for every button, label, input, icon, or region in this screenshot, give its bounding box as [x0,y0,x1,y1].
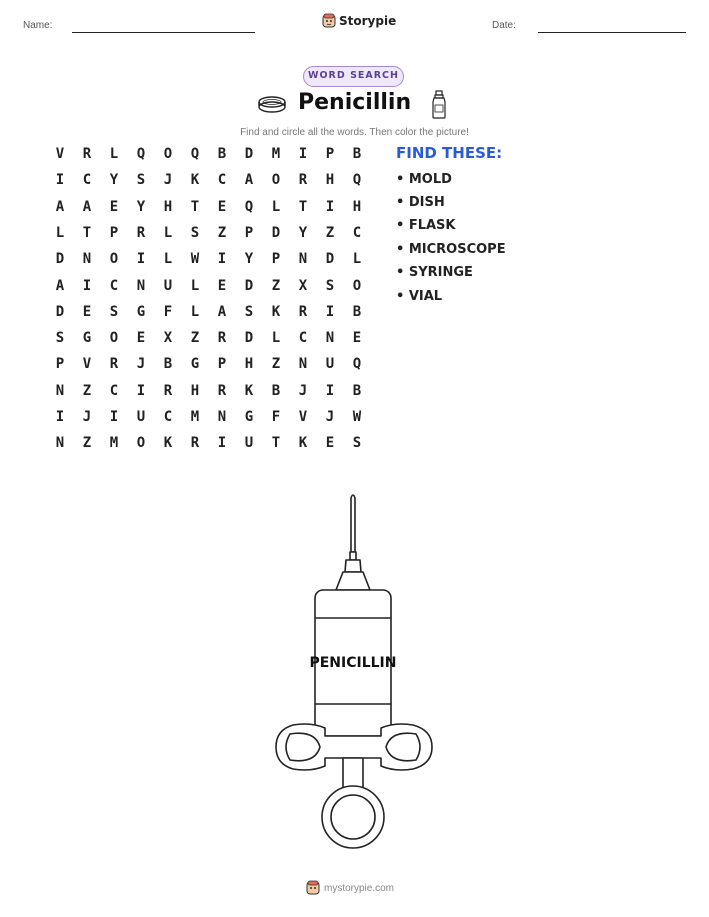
grid-letter[interactable]: L [352,251,362,268]
grid-letter[interactable]: L [163,251,173,268]
name-label: Name: [23,20,53,31]
grid-letter[interactable]: S [325,277,335,294]
grid-letter[interactable]: P [217,356,227,373]
name-line[interactable] [72,32,255,33]
grid-letter[interactable]: B [271,382,281,399]
grid-letter[interactable]: B [217,146,227,162]
grid-letter[interactable]: Q [244,198,254,215]
grid-letter[interactable]: H [244,356,254,373]
grid-letter[interactable]: L [163,224,173,241]
grid-letter[interactable]: P [244,224,254,241]
grid-letter[interactable]: B [352,303,362,320]
grid-letter[interactable]: R [82,146,92,162]
grid-letter[interactable]: A [244,172,254,189]
find-these-heading: FIND THESE: [396,144,503,162]
grid-letter[interactable]: B [163,356,173,373]
grid-letter[interactable]: H [325,172,335,189]
grid-letter[interactable]: A [82,198,92,215]
grid-letter[interactable]: O [136,435,146,452]
grid-letter[interactable]: D [244,146,254,162]
grid-letter[interactable]: S [244,303,254,320]
grid-letter[interactable]: X [298,277,308,294]
word-item: • VIAL [396,289,443,304]
grid-letter[interactable]: D [55,303,65,320]
grid-letter[interactable]: O [352,277,362,294]
grid-letter[interactable]: I [82,277,92,294]
grid-letter[interactable]: S [55,330,65,347]
grid-letter[interactable]: C [109,277,119,294]
grid-letter[interactable]: C [298,330,308,347]
grid-letter[interactable]: G [244,409,254,425]
grid-letter[interactable]: T [271,435,281,452]
grid-letter[interactable]: U [136,409,146,425]
grid-letter[interactable]: Z [190,330,200,347]
grid-letter[interactable]: C [352,224,362,241]
grid-letter[interactable]: Q [136,146,146,162]
grid-letter[interactable]: K [244,382,254,399]
grid-letter[interactable]: R [217,382,227,399]
grid-letter[interactable]: Z [271,277,281,294]
grid-letter[interactable]: E [82,303,92,320]
grid-letter[interactable]: E [217,277,227,294]
grid-letter[interactable]: I [298,146,308,162]
grid-letter[interactable]: U [325,356,335,373]
grid-letter[interactable]: V [82,356,92,373]
grid-letter[interactable]: I [325,382,335,399]
grid-letter[interactable]: M [271,146,281,162]
grid-letter[interactable]: T [82,224,92,241]
grid-letter[interactable]: O [109,330,119,347]
grid-letter[interactable]: Z [325,224,335,241]
grid-letter[interactable]: J [298,382,308,399]
grid-letter[interactable]: L [190,303,200,320]
grid-letter[interactable]: N [55,382,65,399]
grid-letter[interactable]: I [109,409,119,425]
grid-letter[interactable]: Z [82,382,92,399]
storypie-mascot-icon [322,13,336,29]
grid-letter[interactable]: K [163,435,173,452]
grid-letter[interactable]: F [271,409,281,425]
grid-letter[interactable]: G [82,330,92,347]
word-item: • DISH [396,195,445,210]
grid-letter[interactable]: L [55,224,65,241]
grid-letter[interactable]: Z [82,435,92,452]
storypie-mascot-icon [306,880,320,896]
grid-letter[interactable]: N [217,409,227,425]
grid-letter[interactable]: M [190,409,200,425]
grid-letter[interactable]: Q [352,356,362,373]
grid-letter[interactable]: D [325,251,335,268]
grid-letter[interactable]: K [271,303,281,320]
instructions: Find and circle all the words. Then color the picture! [240,127,469,138]
grid-letter[interactable]: I [325,198,335,215]
grid-letter[interactable]: D [244,277,254,294]
syringe-illustration[interactable] [270,490,440,860]
grid-letter[interactable]: I [136,251,146,268]
grid-letter[interactable]: R [298,172,308,189]
grid-letter[interactable]: D [244,330,254,347]
grid-letter[interactable]: P [271,251,281,268]
grid-letter[interactable]: M [109,435,119,452]
grid-letter[interactable]: O [163,146,173,162]
grid-letter[interactable]: N [298,356,308,373]
grid-letter[interactable]: U [163,277,173,294]
grid-letter[interactable]: G [136,303,146,320]
grid-letter[interactable]: W [190,251,200,268]
grid-letter[interactable]: R [217,330,227,347]
grid-letter[interactable]: C [109,382,119,399]
grid-letter[interactable]: P [325,146,335,162]
word-item: • MOLD [396,172,452,187]
grid-letter[interactable]: Y [136,198,146,215]
grid-letter[interactable]: N [325,330,335,347]
grid-letter[interactable]: E [217,198,227,215]
grid-letter[interactable]: H [352,198,362,215]
word-item: • FLASK [396,218,456,233]
grid-letter[interactable]: V [55,146,65,162]
grid-letter[interactable]: R [109,356,119,373]
word-item: • SYRINGE [396,265,473,280]
grid-letter[interactable]: R [190,435,200,452]
grid-letter[interactable]: J [163,172,173,189]
grid-letter[interactable]: I [55,172,65,189]
grid-letter[interactable]: Q [352,172,362,189]
grid-letter[interactable]: I [55,409,65,425]
grid-letter[interactable]: H [163,198,173,215]
grid-letter[interactable]: E [136,330,146,347]
grid-letter[interactable]: D [271,224,281,241]
grid-letter[interactable]: L [190,277,200,294]
grid-letter[interactable]: Y [298,224,308,241]
grid-letter[interactable]: C [217,172,227,189]
grid-letter[interactable]: P [55,356,65,373]
syringe-label: PENICILLIN [309,655,397,671]
grid-letter[interactable]: N [136,277,146,294]
grid-letter[interactable]: E [325,435,335,452]
grid-letter[interactable]: O [271,172,281,189]
grid-letter[interactable]: J [82,409,92,425]
grid-letter[interactable]: U [244,435,254,452]
grid-letter[interactable]: A [55,198,65,215]
grid-letter[interactable]: S [136,172,146,189]
grid-letter[interactable]: S [109,303,119,320]
grid-letter[interactable]: J [325,409,335,425]
grid-letter[interactable]: S [190,224,200,241]
grid-letter[interactable]: Y [244,251,254,268]
word-item: • MICROSCOPE [396,242,506,257]
grid-letter[interactable]: D [55,251,65,268]
word-search-badge: WORD SEARCH [303,66,404,87]
grid-letter[interactable]: C [82,172,92,189]
grid-letter[interactable]: Q [190,146,200,162]
grid-letter[interactable]: Z [271,356,281,373]
grid-letter[interactable]: J [136,356,146,373]
grid-letter[interactable]: L [109,146,119,162]
grid-letter[interactable]: A [217,303,227,320]
petri-dish-icon [256,93,288,117]
grid-letter[interactable]: R [298,303,308,320]
grid-letter[interactable]: N [55,435,65,452]
grid-letter[interactable]: R [136,224,146,241]
grid-letter[interactable]: N [82,251,92,268]
grid-letter[interactable]: L [271,198,281,215]
date-label: Date: [492,20,516,31]
grid-letter[interactable]: B [352,146,362,162]
grid-letter[interactable]: B [352,382,362,399]
footer [306,880,394,896]
grid-letter[interactable]: F [163,303,173,320]
grid-letter[interactable]: H [190,382,200,399]
grid-letter[interactable]: C [163,409,173,425]
grid-letter[interactable]: I [325,303,335,320]
grid-letter[interactable]: K [190,172,200,189]
grid-letter[interactable]: Z [217,224,227,241]
grid-letter[interactable]: P [109,224,119,241]
page-title: Penicillin [298,90,412,115]
grid-letter[interactable]: I [136,382,146,399]
grid-letter[interactable]: X [163,330,173,347]
brand-logo [322,13,396,29]
grid-letter[interactable]: R [163,382,173,399]
grid-letter[interactable]: E [109,198,119,215]
brand-name: Storypie [339,14,397,28]
grid-letter[interactable]: L [271,330,281,347]
grid-letter[interactable]: K [298,435,308,452]
grid-letter[interactable]: I [217,251,227,268]
grid-letter[interactable]: I [217,435,227,452]
vial-icon [430,90,448,120]
grid-letter[interactable]: N [298,251,308,268]
grid-letter[interactable]: A [55,277,65,294]
grid-letter[interactable]: V [298,409,308,425]
grid-letter[interactable]: O [109,251,119,268]
grid-letter[interactable]: T [298,198,308,215]
date-line[interactable] [538,32,686,33]
grid-letter[interactable]: E [352,330,362,347]
grid-letter[interactable]: S [352,435,362,452]
grid-letter[interactable]: G [190,356,200,373]
grid-letter[interactable]: Y [109,172,119,189]
footer-url[interactable]: mystorypie.com [324,882,395,894]
grid-letter[interactable]: W [352,409,362,425]
grid-letter[interactable]: T [190,198,200,215]
